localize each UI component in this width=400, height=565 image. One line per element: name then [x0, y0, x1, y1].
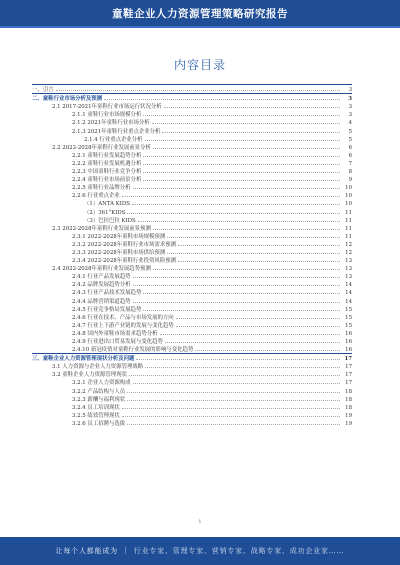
toc-entry-page: 18 [345, 388, 352, 395]
toc-entry-label: 三、童鞋企业人力资源管理现状分析及问题 [32, 356, 135, 363]
toc-leader-dots [127, 212, 340, 214]
toc-entry[interactable] [32, 199, 352, 207]
toc-entry-page: 3 [348, 96, 352, 103]
toc-entry-page: 17 [345, 364, 352, 371]
toc-entry-page: 14 [345, 290, 352, 297]
toc-entry[interactable] [32, 216, 352, 224]
toc-entry-page: 13 [345, 266, 352, 273]
toc-entry-label: 2.1.4 行业重点企业分析 [84, 136, 143, 143]
toc-leader-dots [167, 252, 340, 254]
toc-entry-page: 6 [348, 152, 352, 159]
toc-entry[interactable] [32, 110, 352, 118]
toc-leader-dots [133, 276, 340, 278]
toc-entry[interactable] [32, 395, 352, 403]
toc-entry[interactable] [32, 135, 352, 143]
toc-leader-dots [104, 98, 340, 100]
toc-entry-page: 13 [345, 274, 352, 281]
toc-leader-dots [133, 382, 340, 384]
toc-entry-label: 一、引言 [32, 87, 54, 94]
toc-leader-dots [143, 163, 340, 165]
toc-leader-dots [136, 358, 340, 360]
toc-entry-page: 17 [344, 356, 352, 363]
toc-entry-label: 3.2.3 薪酬与福利现状 [72, 396, 126, 403]
toc-entry-page: 3 [348, 87, 352, 94]
toc-entry-page: 3 [348, 112, 352, 119]
toc-leader-dots [143, 292, 340, 294]
toc-entry-label: 3.2.4 员工培训现状 [72, 404, 120, 411]
toc-entry-page: 3 [348, 104, 352, 111]
toc-entry-page: 10 [345, 193, 352, 200]
toc-entry[interactable] [32, 386, 352, 394]
toc-entry-page: 10 [345, 201, 352, 208]
report-title: 童鞋企业人力资源管理策略研究报告 [112, 7, 288, 20]
toc-entry[interactable] [32, 370, 352, 378]
toc-entry-page: 12 [345, 241, 352, 248]
toc-entry[interactable] [32, 240, 352, 248]
toc-entry-label: 2.3.1 2022-2028年童鞋市场规模预测 [72, 233, 166, 240]
toc-entry[interactable] [32, 272, 352, 280]
toc-entry-label: 2.3.2 2022-2028年童鞋行业市场需求预测 [72, 241, 176, 248]
toc-leader-dots [143, 179, 340, 181]
toc-entry-label: 2.4 2022-2028年童鞋行业发展趋势预测 [52, 266, 151, 273]
toc-entry-label: （3）巴拉巴拉 KIDS [84, 217, 136, 224]
toc-entry-label: 2.3.4 2022-2028年童鞋行业投资风险预测 [72, 258, 176, 265]
toc-entry-label: 2.4.1 行业产品发展趋势 [72, 274, 131, 281]
toc-leader-dots [176, 317, 340, 319]
toc-entry[interactable] [32, 280, 352, 288]
toc-leader-dots [133, 187, 340, 189]
toc-entry[interactable] [32, 419, 352, 427]
toc-entry-label: 3.2.5 绩效管理现状 [72, 412, 120, 419]
toc-leader-dots [133, 284, 340, 286]
toc-leader-dots [195, 349, 340, 351]
toc-entry[interactable] [32, 378, 352, 386]
toc-entry-page: 4 [348, 120, 352, 127]
toc-leader-dots [145, 139, 340, 141]
footer-slogan: 行业专家、管理专家、营销专家、战略专家、成功企业家…… [133, 547, 345, 555]
toc-leader-dots [122, 415, 340, 417]
toc-entry[interactable] [32, 102, 352, 110]
toc-entry-label: 2.2.5 童鞋行业品牌分析 [72, 185, 131, 192]
toc-entry-label: 2.3.3 2022-2028年童鞋市场供给预测 [72, 249, 166, 256]
toc-entry[interactable] [32, 296, 352, 304]
toc-entry-page: 15 [345, 306, 352, 313]
toc-entry-label: 2.1.2 2021年童鞋行业市场分析 [72, 120, 150, 127]
toc-leader-dots [56, 89, 340, 91]
toc-entry[interactable] [32, 313, 352, 321]
toc-entry-page: 18 [345, 396, 352, 403]
toc-leader-dots [129, 374, 340, 376]
toc-entry-label: （2）361°KIDS [84, 209, 126, 216]
toc-entry-label: 2.4.8 国内外童鞋市场需求趋势分析 [72, 330, 158, 337]
toc-entry-label: 2.3 2022-2028年童鞋行业发展前景预测 [52, 225, 151, 232]
toc-entry[interactable] [32, 288, 352, 296]
toc-entry-label: 2.2 2022-2028年童鞋行业发展前景分析 [52, 144, 151, 151]
toc-entry[interactable] [32, 126, 352, 134]
toc-entry-label: 3.2.1 企业人力资源构成 [72, 380, 131, 387]
toc-leader-dots [162, 131, 340, 133]
toc-entry[interactable] [32, 362, 352, 370]
toc-entry-page: 16 [345, 347, 352, 354]
toc-entry-page: 16 [345, 339, 352, 345]
toc-entry[interactable] [32, 329, 352, 337]
toc-entry-label: 2.4.7 行业上下游产业链的发展与变化趋势 [72, 322, 174, 329]
toc-leader-dots [160, 333, 340, 335]
toc-entry-label: 2.1 2017-2021年童鞋行业市场运行状况分析 [52, 104, 162, 111]
toc-leader-dots [153, 147, 340, 149]
toc-entry[interactable] [32, 151, 352, 159]
toc-entry-label: 2.2.4 童鞋行业市场前景分析 [72, 177, 142, 184]
toc-entry[interactable] [32, 305, 352, 313]
toc-entry-page: 11 [345, 209, 352, 216]
toc-entry-label: 2.2.1 童鞋行业发展趋势分析 [72, 152, 142, 159]
toc-leader-dots [167, 236, 340, 238]
toc-entry-page: 14 [345, 282, 352, 289]
toc-entry[interactable] [32, 143, 352, 151]
toc-entry-page: 11 [345, 225, 352, 232]
toc-entry-page: 5 [348, 136, 352, 143]
footer-separator: ｜ [121, 547, 130, 555]
toc-entry[interactable] [32, 321, 352, 329]
toc-entry-page: 19 [345, 412, 352, 419]
toc-entry[interactable] [32, 93, 352, 102]
toc-entry-page: 16 [345, 330, 352, 337]
toc-entry-label: （1）ANTA KIDS [84, 201, 130, 208]
toc-entry-page: 19 [345, 420, 352, 427]
toc-heading: 内容目录 [173, 58, 226, 72]
toc-entry-page: 6 [348, 144, 352, 151]
header-bar [0, 0, 400, 26]
toc-entry-page: 9 [348, 177, 352, 184]
toc-entry-page: 15 [345, 322, 352, 329]
table-of-contents [32, 84, 352, 427]
toc-entry[interactable] [32, 345, 352, 353]
toc-entry-page: 8 [348, 169, 352, 176]
toc-entry-page: 7 [348, 160, 352, 167]
toc-entry[interactable] [32, 353, 352, 362]
toc-entry-label: 2.2.2 童鞋行业发展机遇分析 [72, 160, 142, 167]
toc-entry[interactable] [32, 232, 352, 240]
toc-leader-dots [143, 114, 340, 116]
toc-leader-dots [122, 195, 340, 197]
toc-entry-page: 12 [345, 249, 352, 256]
toc-entry-page: 13 [345, 258, 352, 265]
toc-entry-page: 18 [345, 404, 352, 411]
toc-entry-page: 14 [345, 298, 352, 305]
toc-leader-dots [145, 366, 340, 368]
toc-entry-page: 5 [348, 128, 352, 135]
toc-leader-dots [143, 155, 340, 157]
toc-leader-dots [122, 407, 340, 409]
toc-entry[interactable] [32, 248, 352, 256]
toc-entry-label: 3.2.2 产品结构与人员 [72, 388, 126, 395]
footer-brand: 让每个人都能成为 [55, 547, 118, 555]
toc-entry[interactable] [32, 159, 352, 167]
toc-entry-page: 15 [345, 314, 352, 321]
toc-entry-label: 2.2.3 中国童鞋行业竞争分析 [72, 169, 142, 176]
toc-leader-dots [164, 106, 340, 108]
toc-leader-dots [127, 391, 340, 393]
toc-leader-dots [153, 268, 340, 270]
toc-leader-dots [152, 122, 340, 124]
toc-leader-dots [132, 203, 340, 205]
footer-bar [0, 537, 400, 565]
toc-entry-label: 2.4.2 品牌发展趋势分析 [72, 282, 131, 289]
toc-leader-dots [143, 309, 340, 311]
toc-leader-dots [127, 399, 340, 401]
toc-entry[interactable] [32, 191, 352, 199]
header-divider [0, 26, 400, 28]
toc-leader-dots [178, 260, 340, 262]
toc-entry-label: 2.4.3 行业产品技术发展趋势 [72, 290, 142, 297]
toc-leader-dots [133, 301, 340, 303]
toc-entry-label: 2.4.6 行业在技术、产品与市场发展的方向 [72, 314, 174, 321]
toc-leader-dots [165, 341, 340, 343]
toc-entry-page: 17 [345, 380, 352, 387]
toc-entry-label: 3.1 人力资源与企业人力资源管理战略 [52, 364, 144, 371]
toc-leader-dots [153, 228, 340, 230]
toc-leader-dots [178, 244, 340, 246]
toc-entry[interactable] [32, 183, 352, 191]
toc-entry[interactable] [32, 224, 352, 232]
page-number: 1 [198, 519, 202, 525]
toc-leader-dots [176, 325, 340, 327]
toc-entry-page: 17 [345, 372, 352, 379]
toc-entry[interactable] [32, 403, 352, 411]
toc-entry-label: 二、童鞋行业市场分析及预测 [32, 96, 103, 103]
toc-entry-label: 2.1.1 童鞋行业市场规模分析 [72, 112, 142, 119]
toc-entry[interactable] [32, 256, 352, 264]
toc-entry-label: 3.2.6 员工招聘与选拔 [72, 420, 126, 427]
toc-entry[interactable] [32, 167, 352, 175]
toc-entry-label: 2.4.10 新冠疫情对童鞋行业发展的影响与变化趋势 [72, 347, 194, 354]
toc-entry-label: 2.4.4 品牌营销渠道趋势 [72, 298, 131, 305]
toc-entry-page: 11 [345, 233, 352, 240]
toc-entry[interactable] [32, 411, 352, 419]
toc-entry[interactable] [32, 175, 352, 183]
toc-entry-label: 3.2 童鞋企业人力资源管理现状 [52, 372, 127, 379]
toc-leader-dots [127, 423, 340, 425]
toc-entry-page: 11 [345, 217, 352, 224]
toc-entry[interactable] [32, 337, 352, 345]
toc-entry[interactable] [32, 207, 352, 215]
toc-entry[interactable] [32, 84, 352, 93]
toc-leader-dots [138, 220, 340, 222]
toc-entry[interactable] [32, 264, 352, 272]
toc-entry-label: 2.2.6 行业重点企业 [72, 193, 120, 200]
toc-entry-label: 2.4.5 行业竞争格局发展趋势 [72, 306, 142, 313]
toc-entry[interactable] [32, 118, 352, 126]
toc-entry-page: 10 [345, 185, 352, 192]
toc-entry-label: 2.4.9 行业进出口贸易发展与变化趋势 [72, 339, 163, 345]
toc-leader-dots [143, 171, 340, 173]
toc-entry-label: 2.1.3 2021年童鞋行业重点企业分析 [72, 128, 161, 135]
